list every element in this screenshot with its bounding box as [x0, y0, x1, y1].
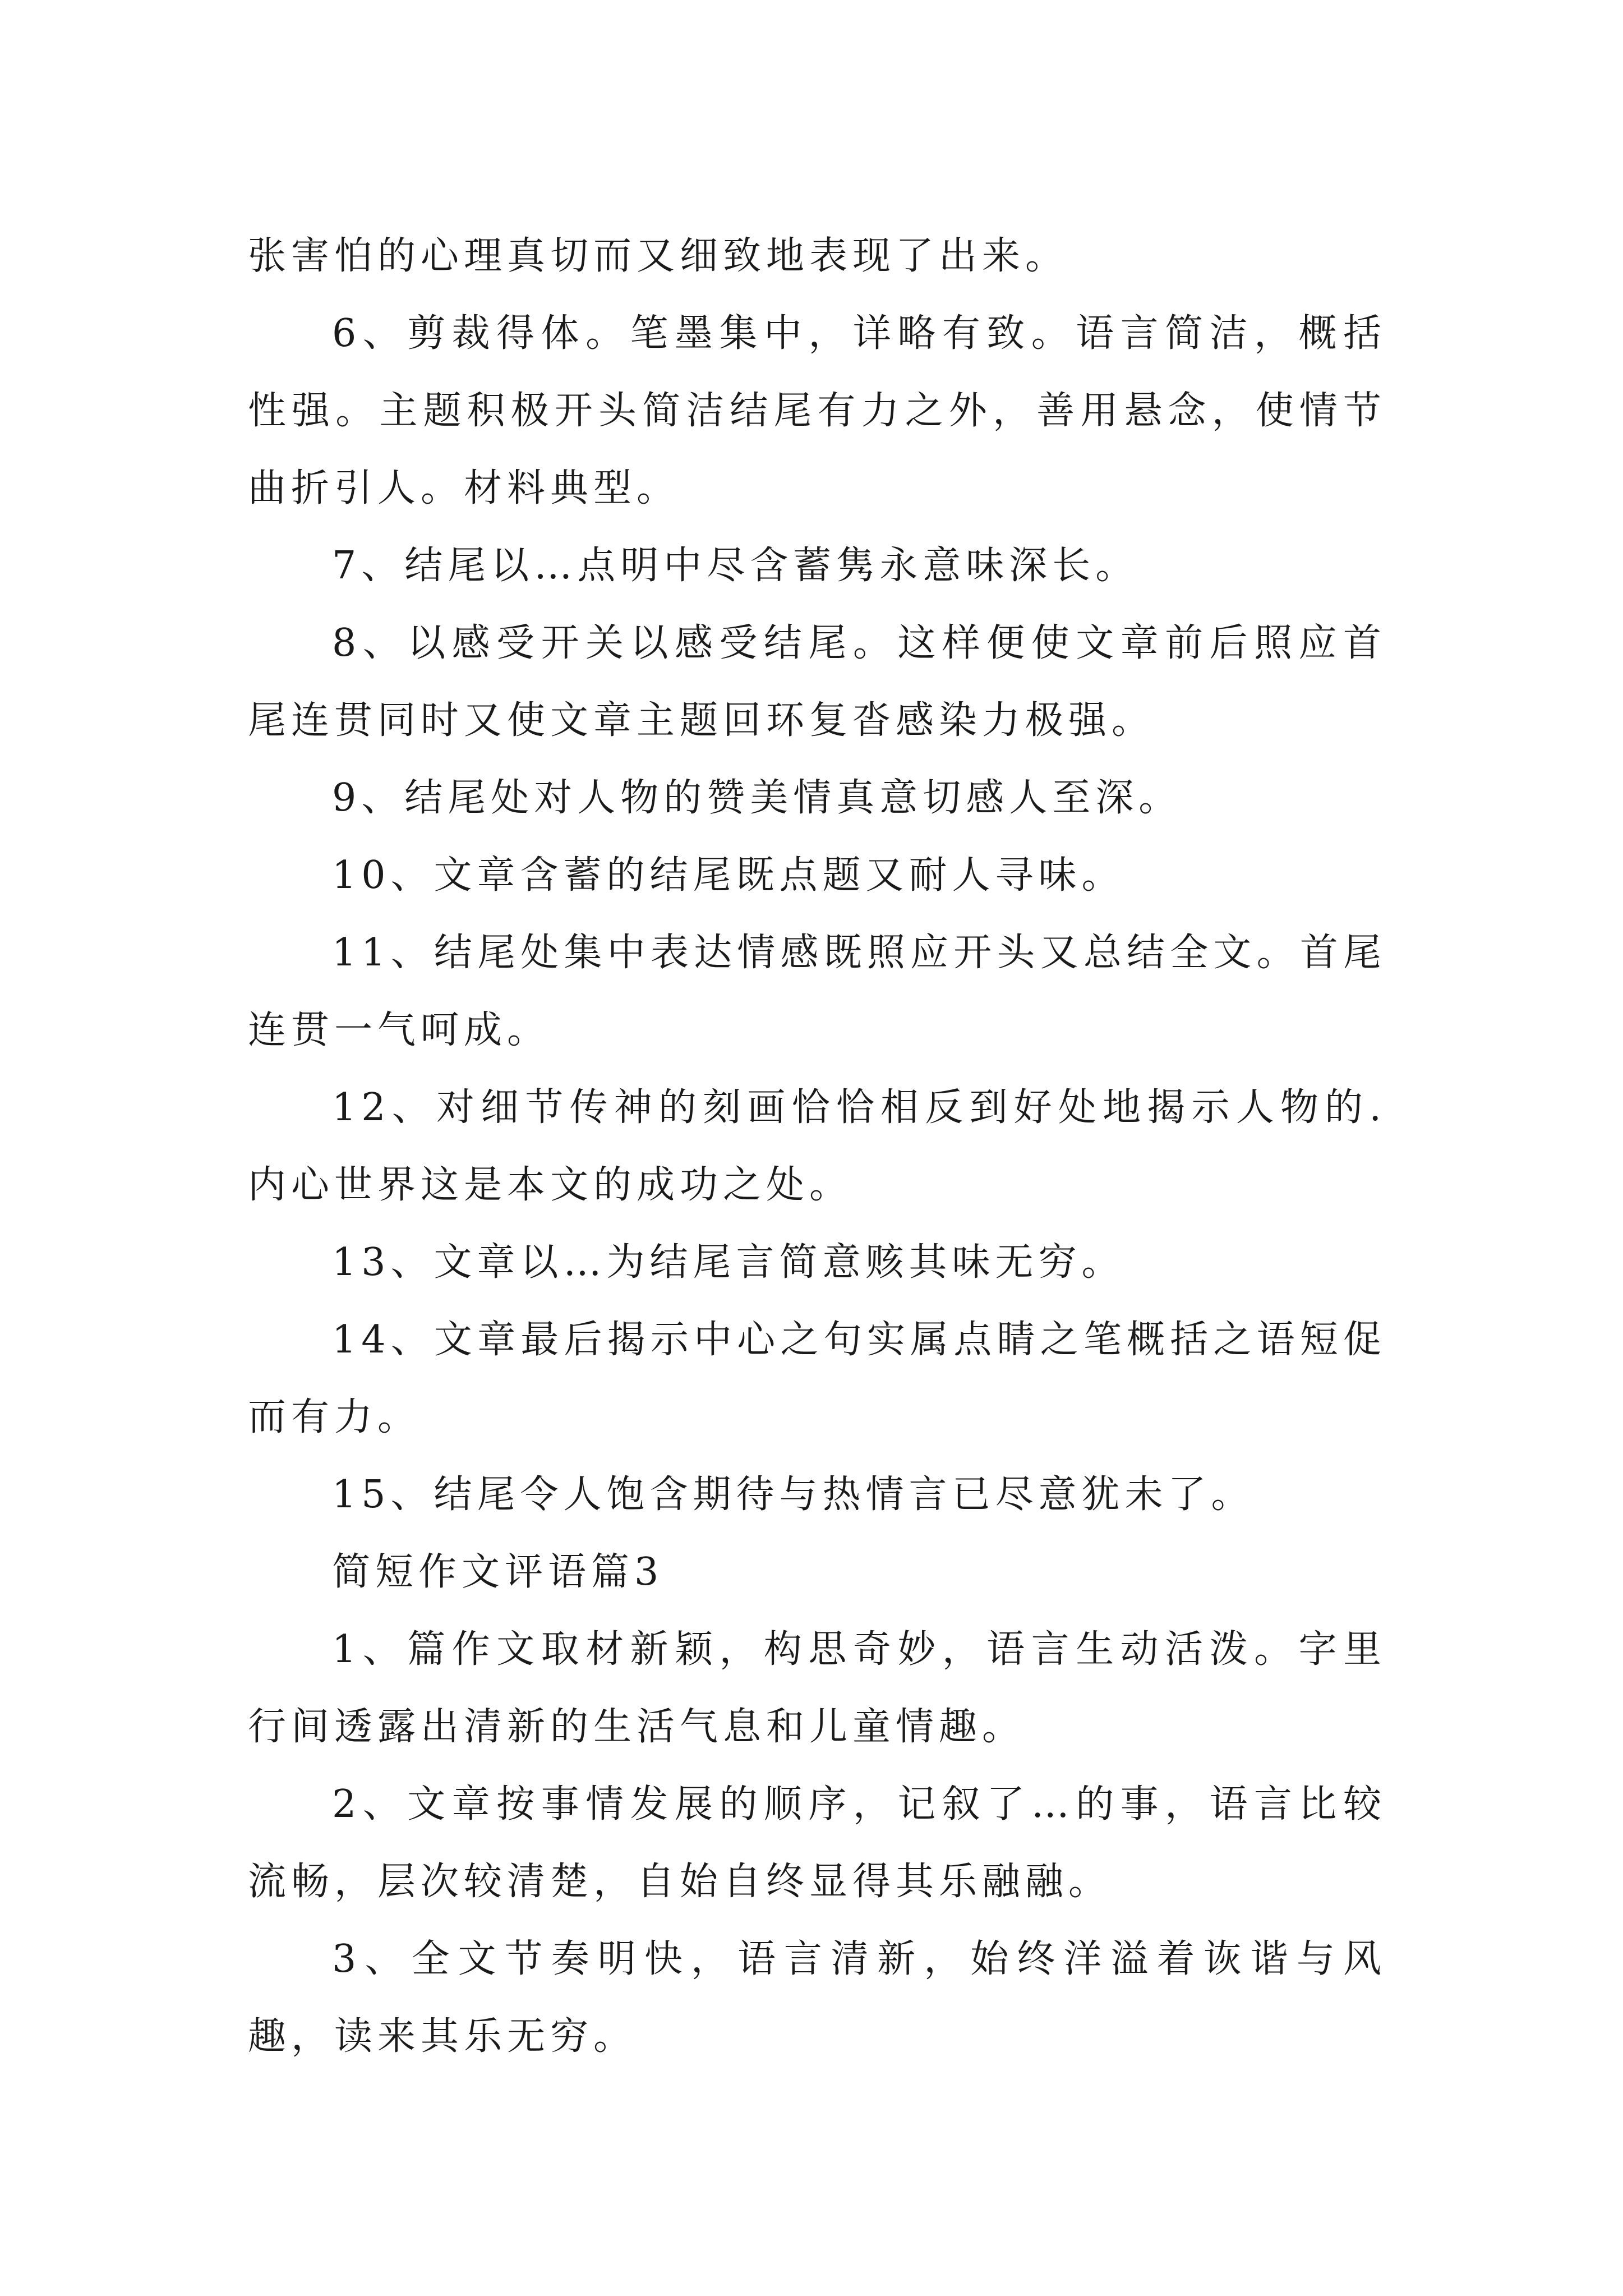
comment-item-7: 7、结尾以…点明中尽含蓄隽永意味深长。: [332, 544, 1139, 588]
comment-item-11: 11、结尾处集中表达情感既照应开头又总结全文。首尾连贯一气呵成。: [248, 931, 1386, 1052]
document-body: [248, 218, 1386, 2076]
comment-item-6: 6、剪裁得体。笔墨集中，详略有致。语言简洁，概括性强。主题积极开头简洁结尾有力之外，善用悬念，使情节曲折引人。材料典型。: [248, 311, 1386, 510]
comment-item-1: 1、篇作文取材新颖，构思奇妙，语言生动活泼。字里行间透露出清新的生活气息和儿童情趣。: [248, 1627, 1386, 1749]
comment-item-3: 3、全文节奏明快，语言清新，始终洋溢着诙谐与风趣，读来其乐无穷。: [248, 1937, 1386, 2059]
comment-item-15: 15、结尾令人饱含期待与热情言已尽意犹未了。: [332, 1473, 1255, 1517]
paragraph-continuation: 张害怕的心理真切而又细致地表现了出来。: [248, 234, 1069, 278]
comment-item-12: 12、对细节传神的刻画恰恰相反到好处地揭示人物的.内心世界这是本文的成功之处。: [248, 1085, 1386, 1207]
comment-item-13: 13、文章以…为结尾言简意赅其味无穷。: [332, 1240, 1125, 1285]
comment-item-14: 14、文章最后揭示中心之句实属点睛之笔概括之语短促而有力。: [248, 1318, 1386, 1439]
comment-item-10: 10、文章含蓄的结尾既点题又耐人寻味。: [332, 853, 1125, 898]
comment-item-9: 9、结尾处对人物的赞美情真意切感人至深。: [332, 776, 1182, 820]
comment-item-2: 2、文章按事情发展的顺序，记叙了…的事，语言比较流畅，层次较清楚，自始自终显得其乐融融。: [248, 1782, 1386, 1904]
section-heading: 简短作文评语篇3: [332, 1550, 664, 1594]
comment-item-8: 8、以感受开关以感受结尾。这样便使文章前后照应首尾连贯同时又使文章主题回环复沓感染力极强。: [248, 621, 1386, 743]
